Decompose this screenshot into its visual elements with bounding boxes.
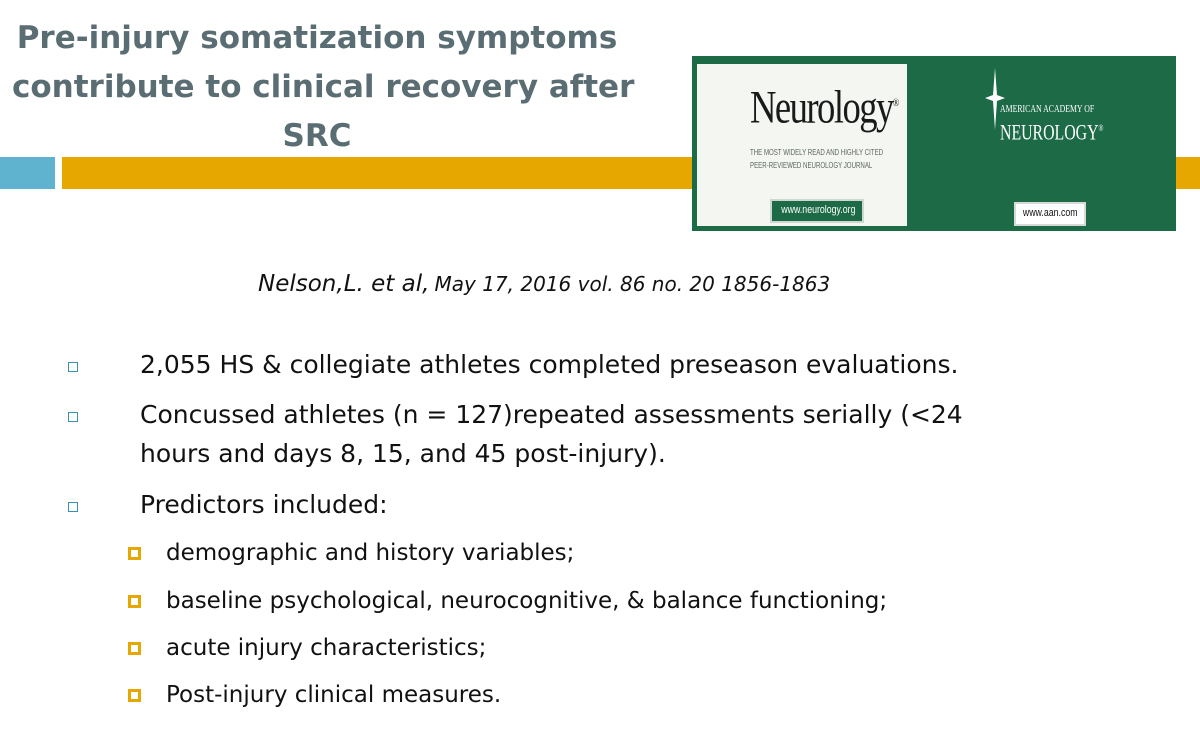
list-item: Concussed athletes (n = 127)repeated assessments serially (<24 hours and days 8, 15, and 45 post-injury). <box>140 400 963 468</box>
accent-bar-blue <box>0 157 55 189</box>
citation: Nelson,L. et al, May 17, 2016 vol. 86 no. 20 1856-1863 <box>258 271 831 297</box>
aan-name-line: AMERICAN ACADEMY OF <box>1000 104 1095 115</box>
sub-list-item: Post-injury clinical measures. <box>166 682 502 708</box>
journal-banner-image <box>692 56 1176 231</box>
bullet-marker-icon <box>68 502 78 512</box>
journal-tagline: THE MOST WIDELY READ AND HIGHLY CITED PEER-REVIEWED NEUROLOGY JOURNAL <box>750 147 884 170</box>
bullet-marker-icon <box>68 362 78 372</box>
slide-title-line: Pre-injury somatization symptoms <box>16 20 618 56</box>
sub-list-item: demographic and history variables; <box>166 540 575 566</box>
slide-title <box>12 14 635 161</box>
bullet-marker-icon <box>68 412 78 422</box>
slide-title-line: contribute to clinical recovery after <box>12 69 635 105</box>
aan-url-badge: www.aan.com <box>1014 202 1086 226</box>
aan-logo: NEUROLOGY® <box>1000 119 1104 145</box>
neurology-url-badge: www.neurology.org <box>770 199 864 223</box>
sub-list-item: baseline psychological, neurocognitive, & balance functioning; <box>166 588 888 614</box>
sub-bullet-marker-icon <box>128 547 141 560</box>
neurology-logo: Neurology® <box>750 81 900 134</box>
list-item: 2,055 HS & collegiate athletes completed preseason evaluations. <box>140 350 959 379</box>
accent-bar-gold <box>62 157 694 189</box>
sub-bullet-marker-icon <box>128 689 141 702</box>
sub-bullet-marker-icon <box>128 642 141 655</box>
slide-title-line: SRC <box>282 118 352 154</box>
sub-list-item: acute injury characteristics; <box>166 635 487 661</box>
sub-bullet-marker-icon <box>128 595 141 608</box>
list-item: Predictors included: <box>140 490 388 519</box>
